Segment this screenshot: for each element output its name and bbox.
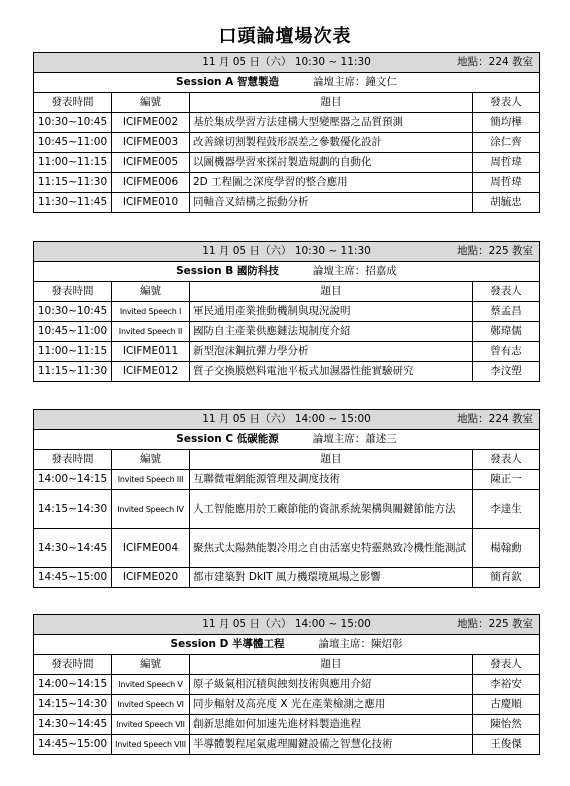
row-time: 14:45~15:00 bbox=[34, 568, 112, 588]
session-place bbox=[457, 56, 533, 69]
row-code: ICIFME002 bbox=[112, 113, 190, 133]
table-row bbox=[34, 695, 540, 715]
row-time: 14:00~14:15 bbox=[34, 675, 112, 695]
row-presenter: 李裕安 bbox=[473, 675, 540, 695]
table-row bbox=[34, 362, 540, 382]
session-weekday: （六） bbox=[259, 618, 292, 630]
session-time: 14:00 ~ 15:00 bbox=[294, 413, 371, 425]
row-topic: 創新思維如何加速先進材料製造進程 bbox=[190, 715, 473, 735]
row-time: 11:15~11:30 bbox=[34, 173, 112, 193]
session-date: 11 月 05 日 bbox=[202, 56, 260, 68]
col-topic: 題目 bbox=[190, 282, 473, 302]
session-name: Session B 國防科技 bbox=[176, 265, 279, 277]
row-topic: 都市建築對 DkIT 風力機環境風場之影響 bbox=[190, 568, 473, 588]
session-date: 11 月 05 日 bbox=[202, 618, 260, 630]
col-code: 編號 bbox=[112, 93, 190, 113]
session-place bbox=[457, 413, 533, 426]
table-row bbox=[34, 133, 540, 153]
table-row bbox=[34, 193, 540, 213]
row-code: Invited Speech III bbox=[112, 470, 190, 490]
table-row bbox=[34, 302, 540, 322]
row-code: Invited Speech VI bbox=[112, 695, 190, 715]
table-row bbox=[34, 675, 540, 695]
col-time: 發表時間 bbox=[34, 282, 112, 302]
session-table-b bbox=[33, 241, 540, 382]
col-topic: 題目 bbox=[190, 655, 473, 675]
row-code: ICIFME020 bbox=[112, 568, 190, 588]
row-topic: 半導體製程尾氣處理關鍵設備之智慧化技術 bbox=[190, 735, 473, 755]
row-code: Invited Speech IV bbox=[112, 490, 190, 529]
row-code: Invited Speech II bbox=[112, 322, 190, 342]
col-time: 發表時間 bbox=[34, 655, 112, 675]
session-time: 10:30 ~ 11:30 bbox=[294, 245, 371, 257]
row-presenter: 鄭瑋儒 bbox=[473, 322, 540, 342]
row-topic: 軍民通用產業推動機制與現況說明 bbox=[190, 302, 473, 322]
session-table-d bbox=[33, 614, 540, 755]
table-row bbox=[34, 490, 540, 529]
session-chair: 論壇主席：陳炤彰 bbox=[318, 638, 403, 650]
session-name: Session D 半導體工程 bbox=[170, 638, 285, 650]
table-row bbox=[34, 568, 540, 588]
table-row bbox=[34, 470, 540, 490]
session-table-a bbox=[33, 52, 540, 213]
session-time: 14:00 ~ 15:00 bbox=[294, 618, 371, 630]
session-weekday: （六） bbox=[259, 56, 292, 68]
row-presenter: 蔡孟昌 bbox=[473, 302, 540, 322]
col-presenter: 發表人 bbox=[473, 93, 540, 113]
row-topic: 2D 工程圖之深度學習的整合應用 bbox=[190, 173, 473, 193]
row-code: ICIFME004 bbox=[112, 529, 190, 568]
session-name: Session A 智慧製造 bbox=[176, 76, 279, 88]
table-row bbox=[34, 529, 540, 568]
session-chair: 論壇主席：鐘文仁 bbox=[312, 76, 397, 88]
col-topic: 題目 bbox=[190, 450, 473, 470]
session-date: 11 月 05 日 bbox=[202, 413, 260, 425]
row-topic: 互聯微電網能源管理及調度技術 bbox=[190, 470, 473, 490]
session-subheader bbox=[34, 73, 540, 93]
session-header bbox=[34, 410, 540, 430]
table-row bbox=[34, 113, 540, 133]
column-headers bbox=[34, 655, 540, 675]
col-code: 編號 bbox=[112, 655, 190, 675]
row-topic: 基於集成學習方法建構大型變壓器之品質預測 bbox=[190, 113, 473, 133]
col-time: 發表時間 bbox=[34, 450, 112, 470]
place-value: 224 教室 bbox=[488, 56, 534, 68]
session-time: 10:30 ~ 11:30 bbox=[294, 56, 371, 68]
row-topic: 以圖機器學習來探討製造規劃的自動化 bbox=[190, 153, 473, 173]
place-value: 225 教室 bbox=[488, 245, 534, 257]
column-headers bbox=[34, 450, 540, 470]
row-time: 11:30~11:45 bbox=[34, 193, 112, 213]
row-topic: 同軸音叉結構之振動分析 bbox=[190, 193, 473, 213]
row-presenter: 簡均樺 bbox=[473, 113, 540, 133]
session-chair: 論壇主席：蕭述三 bbox=[312, 433, 397, 445]
place-value: 224 教室 bbox=[488, 413, 534, 425]
row-time: 10:45~11:00 bbox=[34, 322, 112, 342]
row-code: ICIFME005 bbox=[112, 153, 190, 173]
row-code: Invited Speech VIII bbox=[112, 735, 190, 755]
session-header bbox=[34, 53, 540, 73]
col-code: 編號 bbox=[112, 282, 190, 302]
row-topic: 改善線切割製程鼓形誤差之參數優化設計 bbox=[190, 133, 473, 153]
row-presenter: 簡育欽 bbox=[473, 568, 540, 588]
row-code: ICIFME012 bbox=[112, 362, 190, 382]
row-code: ICIFME010 bbox=[112, 193, 190, 213]
place-value: 225 教室 bbox=[488, 618, 534, 630]
row-topic: 新型泡沫鋼抗彈力學分析 bbox=[190, 342, 473, 362]
col-presenter: 發表人 bbox=[473, 655, 540, 675]
row-time: 14:15~14:30 bbox=[34, 695, 112, 715]
col-topic: 題目 bbox=[190, 93, 473, 113]
session-subheader bbox=[34, 262, 540, 282]
table-row bbox=[34, 715, 540, 735]
session-header bbox=[34, 615, 540, 635]
row-topic: 人工智能應用於工廠節能的資訊系統架構與關鍵節能方法 bbox=[190, 490, 473, 529]
session-weekday: （六） bbox=[259, 413, 292, 425]
session-place bbox=[457, 618, 533, 631]
col-time: 發表時間 bbox=[34, 93, 112, 113]
row-topic: 質子交換膜燃料電池平板式加濕器性能實驗研究 bbox=[190, 362, 473, 382]
row-time: 14:30~14:45 bbox=[34, 715, 112, 735]
session-subheader bbox=[34, 635, 540, 655]
row-presenter: 曾有志 bbox=[473, 342, 540, 362]
row-presenter: 周哲瑋 bbox=[473, 153, 540, 173]
row-time: 10:30~10:45 bbox=[34, 302, 112, 322]
row-code: ICIFME006 bbox=[112, 173, 190, 193]
place-label: 地點： bbox=[457, 618, 489, 630]
col-code: 編號 bbox=[112, 450, 190, 470]
col-presenter: 發表人 bbox=[473, 282, 540, 302]
table-row bbox=[34, 342, 540, 362]
row-code: Invited Speech VII bbox=[112, 715, 190, 735]
column-headers bbox=[34, 282, 540, 302]
session-name: Session C 低碳能源 bbox=[176, 433, 279, 445]
session-chair: 論壇主席：招嘉成 bbox=[312, 265, 397, 277]
row-presenter: 陳怡然 bbox=[473, 715, 540, 735]
place-label: 地點： bbox=[457, 56, 489, 68]
row-presenter: 古慶順 bbox=[473, 695, 540, 715]
table-row bbox=[34, 173, 540, 193]
row-topic: 原子級氣相沉積與蝕刻技術與應用介紹 bbox=[190, 675, 473, 695]
row-time: 14:30~14:45 bbox=[34, 529, 112, 568]
session-place bbox=[457, 245, 533, 258]
row-time: 10:30~10:45 bbox=[34, 113, 112, 133]
row-presenter: 涂仁齊 bbox=[473, 133, 540, 153]
session-table-c bbox=[33, 409, 540, 588]
row-presenter: 楊翰勳 bbox=[473, 529, 540, 568]
row-code: ICIFME003 bbox=[112, 133, 190, 153]
session-subheader bbox=[34, 430, 540, 450]
table-row bbox=[34, 322, 540, 342]
row-presenter: 李達生 bbox=[473, 490, 540, 529]
place-label: 地點： bbox=[457, 245, 489, 257]
row-time: 11:00~11:15 bbox=[34, 342, 112, 362]
col-presenter: 發表人 bbox=[473, 450, 540, 470]
column-headers bbox=[34, 93, 540, 113]
page-title: 口頭論壇場次表 bbox=[218, 26, 352, 47]
row-presenter: 周哲瑋 bbox=[473, 173, 540, 193]
row-code: ICIFME011 bbox=[112, 342, 190, 362]
row-time: 14:00~14:15 bbox=[34, 470, 112, 490]
row-presenter: 李汶塑 bbox=[473, 362, 540, 382]
session-date: 11 月 05 日 bbox=[202, 245, 260, 257]
session-header bbox=[34, 242, 540, 262]
session-weekday: （六） bbox=[259, 245, 292, 257]
row-time: 14:45~15:00 bbox=[34, 735, 112, 755]
row-time: 11:15~11:30 bbox=[34, 362, 112, 382]
row-topic: 同步輻射及高亮度 X 光在產業檢測之應用 bbox=[190, 695, 473, 715]
row-topic: 國防自主產業供應鏈法規制度介紹 bbox=[190, 322, 473, 342]
row-time: 14:15~14:30 bbox=[34, 490, 112, 529]
row-presenter: 陳正一 bbox=[473, 470, 540, 490]
row-code: Invited Speech V bbox=[112, 675, 190, 695]
table-row bbox=[34, 153, 540, 173]
place-label: 地點： bbox=[457, 413, 489, 425]
row-topic: 聚焦式太陽熱能製冷用之自由活塞史特靈熱致冷機性能測試 bbox=[190, 529, 473, 568]
row-presenter: 胡毓忠 bbox=[473, 193, 540, 213]
table-row bbox=[34, 735, 540, 755]
row-time: 11:00~11:15 bbox=[34, 153, 112, 173]
row-code: Invited Speech I bbox=[112, 302, 190, 322]
row-time: 10:45~11:00 bbox=[34, 133, 112, 153]
row-presenter: 王俊傑 bbox=[473, 735, 540, 755]
